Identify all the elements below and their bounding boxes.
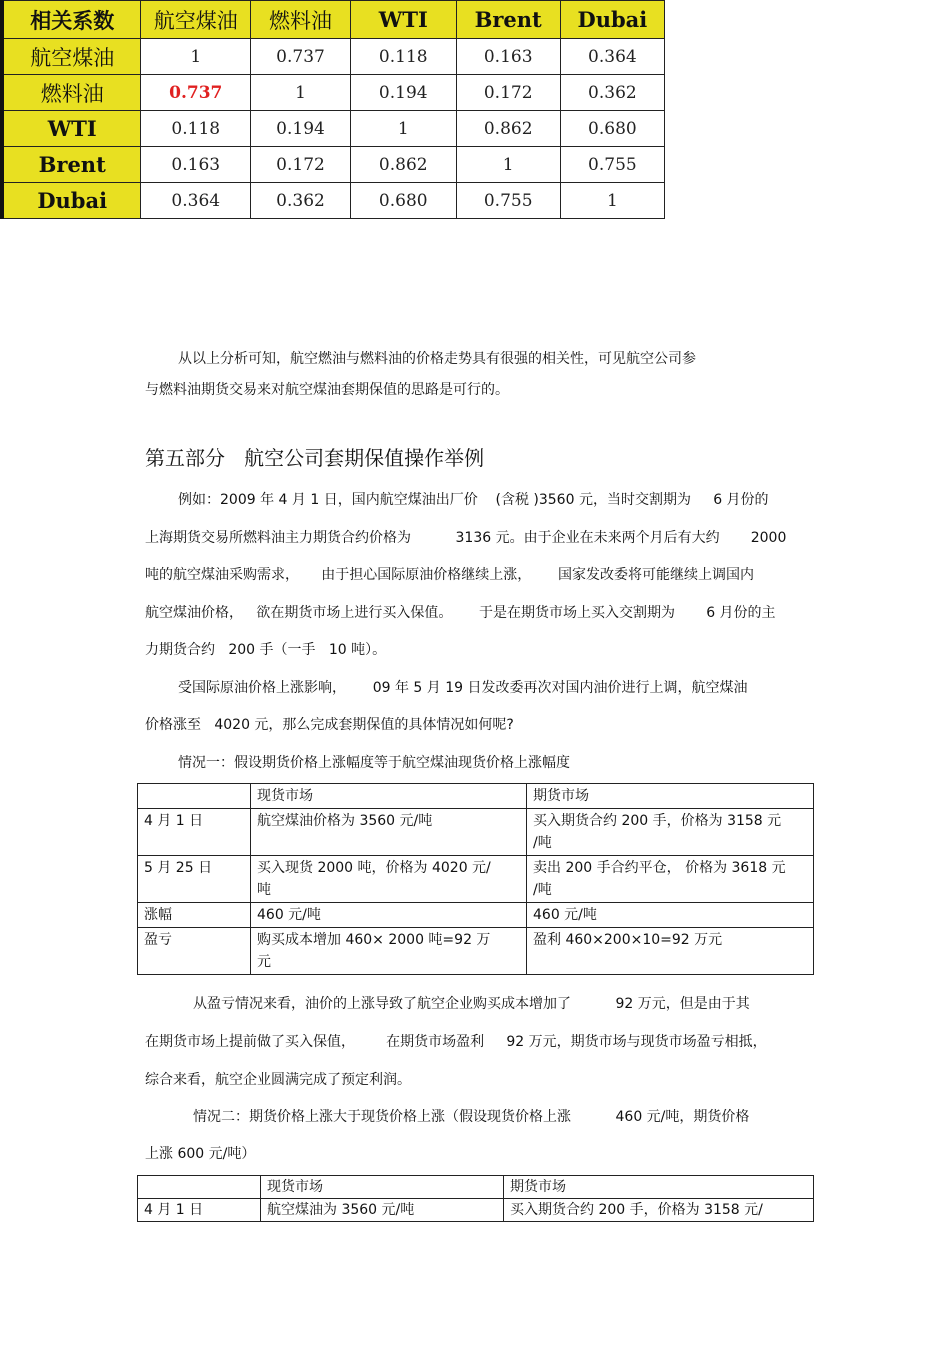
corr-row-label: WTI <box>2 111 141 147</box>
table-cell: 航空煤油价格为 3560 元/吨 <box>251 809 527 856</box>
paragraph-line: 上海期货交易所燃料油主力期货合约价格为 3136 元。由于企业在未来两个月后有大约 2000 <box>145 530 787 546</box>
paragraph-line: 从以上分析可知，航空燃油与燃料油的价格走势具有很强的相关性，可见航空公司参 <box>178 351 696 367</box>
corr-cell: 0.362 <box>560 75 664 111</box>
table-row <box>138 928 814 975</box>
paragraph-line: 吨的航空煤油采购需求， 由于担心国际原油价格继续上涨， 国家发改委将可能继续上调国内 <box>145 567 754 583</box>
case-title: 情况一：假设期货价格上涨幅度等于航空煤油现货价格上涨幅度 <box>178 755 570 771</box>
table-row <box>138 784 814 809</box>
corr-cell: 0.364 <box>560 39 664 75</box>
correlation-header-row <box>2 1 665 39</box>
table-cell: 卖出 200 手合约平仓， 价格为 3618 元 /吨 <box>527 856 814 903</box>
table-cell: 期货市场 <box>527 784 814 809</box>
table-cell: 买入期货合约 200 手，价格为 3158 元 /吨 <box>527 809 814 856</box>
corr-cell: 0.862 <box>456 111 560 147</box>
corr-cell: 1 <box>251 75 351 111</box>
table-cell: 盈利 460×200×10=92 万元 <box>527 928 814 975</box>
table-cell: 现货市场 <box>261 1176 504 1199</box>
corr-cell: 0.737 <box>251 39 351 75</box>
corr-cell: 0.862 <box>350 147 456 183</box>
table-cell: 4 月 1 日 <box>138 1199 261 1222</box>
corr-cell: 0.194 <box>350 75 456 111</box>
corr-cell: 0.172 <box>456 75 560 111</box>
correlation-table <box>0 0 665 219</box>
case-title: 情况二：期货价格上涨大于现货价格上涨（假设现货价格上涨 460 元/吨，期货价格 <box>193 1109 750 1125</box>
table-cell: 4 月 1 日 <box>138 809 251 856</box>
corr-cell: 1 <box>456 147 560 183</box>
corr-cell: 0.680 <box>560 111 664 147</box>
corr-header-cell: 燃料油 <box>251 1 351 39</box>
section-title: 第五部分 航空公司套期保值操作举例 <box>145 446 485 470</box>
corr-cell: 0.163 <box>141 147 251 183</box>
corr-cell: 1 <box>560 183 664 219</box>
table-cell: 现货市场 <box>251 784 527 809</box>
hedge-table-case2 <box>137 1175 814 1222</box>
table-cell: 航空煤油为 3560 元/吨 <box>261 1199 504 1222</box>
corr-row-label: Brent <box>2 147 141 183</box>
paragraph-line: 例如：2009 年 4 月 1 日，国内航空煤油出厂价 (含税 )3560 元，当时交割期为 6 月份的 <box>178 492 769 508</box>
corr-cell: 0.755 <box>456 183 560 219</box>
corr-cell: 1 <box>141 39 251 75</box>
corr-cell: 0.118 <box>350 39 456 75</box>
table-cell: 460 元/吨 <box>251 903 527 928</box>
table-cell <box>138 1176 261 1199</box>
table-row <box>138 856 814 903</box>
hedge-table-case1 <box>137 783 814 975</box>
paragraph-line: 力期货合约 200 手（一手 10 吨）。 <box>145 642 387 658</box>
correlation-row <box>2 39 665 75</box>
table-cell: 5 月 25 日 <box>138 856 251 903</box>
table-cell <box>138 784 251 809</box>
paragraph-line: 综合来看，航空企业圆满完成了预定利润。 <box>145 1072 411 1088</box>
corr-cell: 0.364 <box>141 183 251 219</box>
corr-cell: 0.194 <box>251 111 351 147</box>
table-cell: 期货市场 <box>504 1176 814 1199</box>
corr-cell: 0.362 <box>251 183 351 219</box>
paragraph-line: 从盈亏情况来看，油价的上涨导致了航空企业购买成本增加了 92 万元，但是由于其 <box>193 996 750 1012</box>
table-cell: 涨幅 <box>138 903 251 928</box>
corr-row-label: Dubai <box>2 183 141 219</box>
paragraph-line: 与燃料油期货交易来对航空煤油套期保值的思路是可行的。 <box>145 382 509 398</box>
paragraph-line: 航空煤油价格， 欲在期货市场上进行买入保值。 于是在期货市场上买入交割期为 6 月份的主 <box>145 605 776 621</box>
corr-cell: 0.680 <box>350 183 456 219</box>
corr-cell: 0.755 <box>560 147 664 183</box>
table-row <box>138 809 814 856</box>
paragraph-line: 在期货市场上提前做了买入保值， 在期货市场盈利 92 万元，期货市场与现货市场盈亏相抵， <box>145 1034 767 1050</box>
correlation-row <box>2 147 665 183</box>
corr-cell-highlight: 0.737 <box>141 75 251 111</box>
table-row <box>138 903 814 928</box>
corr-cell: 0.163 <box>456 39 560 75</box>
table-cell: 买入现货 2000 吨，价格为 4020 元/ 吨 <box>251 856 527 903</box>
corr-cell: 0.118 <box>141 111 251 147</box>
table-cell: 460 元/吨 <box>527 903 814 928</box>
corr-cell: 1 <box>350 111 456 147</box>
table-cell: 买入期货合约 200 手，价格为 3158 元/ <box>504 1199 814 1222</box>
table-row <box>138 1176 814 1199</box>
corr-header-cell: 相关系数 <box>2 1 141 39</box>
table-row <box>138 1199 814 1222</box>
correlation-row <box>2 183 665 219</box>
paragraph-line: 受国际原油价格上涨影响， 09 年 5 月 19 日发改委再次对国内油价进行上调，航空煤油 <box>178 680 748 696</box>
corr-row-label: 燃料油 <box>2 75 141 111</box>
corr-header-cell: 航空煤油 <box>141 1 251 39</box>
correlation-row <box>2 111 665 147</box>
corr-row-label: 航空煤油 <box>2 39 141 75</box>
correlation-row <box>2 75 665 111</box>
corr-header-cell: Dubai <box>560 1 664 39</box>
paragraph-line: 价格涨至 4020 元，那么完成套期保值的具体情况如何呢? <box>145 717 514 733</box>
corr-header-cell: Brent <box>456 1 560 39</box>
table-cell: 盈亏 <box>138 928 251 975</box>
corr-header-cell: WTI <box>350 1 456 39</box>
case-title: 上涨 600 元/吨） <box>145 1146 256 1162</box>
corr-cell: 0.172 <box>251 147 351 183</box>
table-cell: 购买成本增加 460× 2000 吨=92 万 元 <box>251 928 527 975</box>
